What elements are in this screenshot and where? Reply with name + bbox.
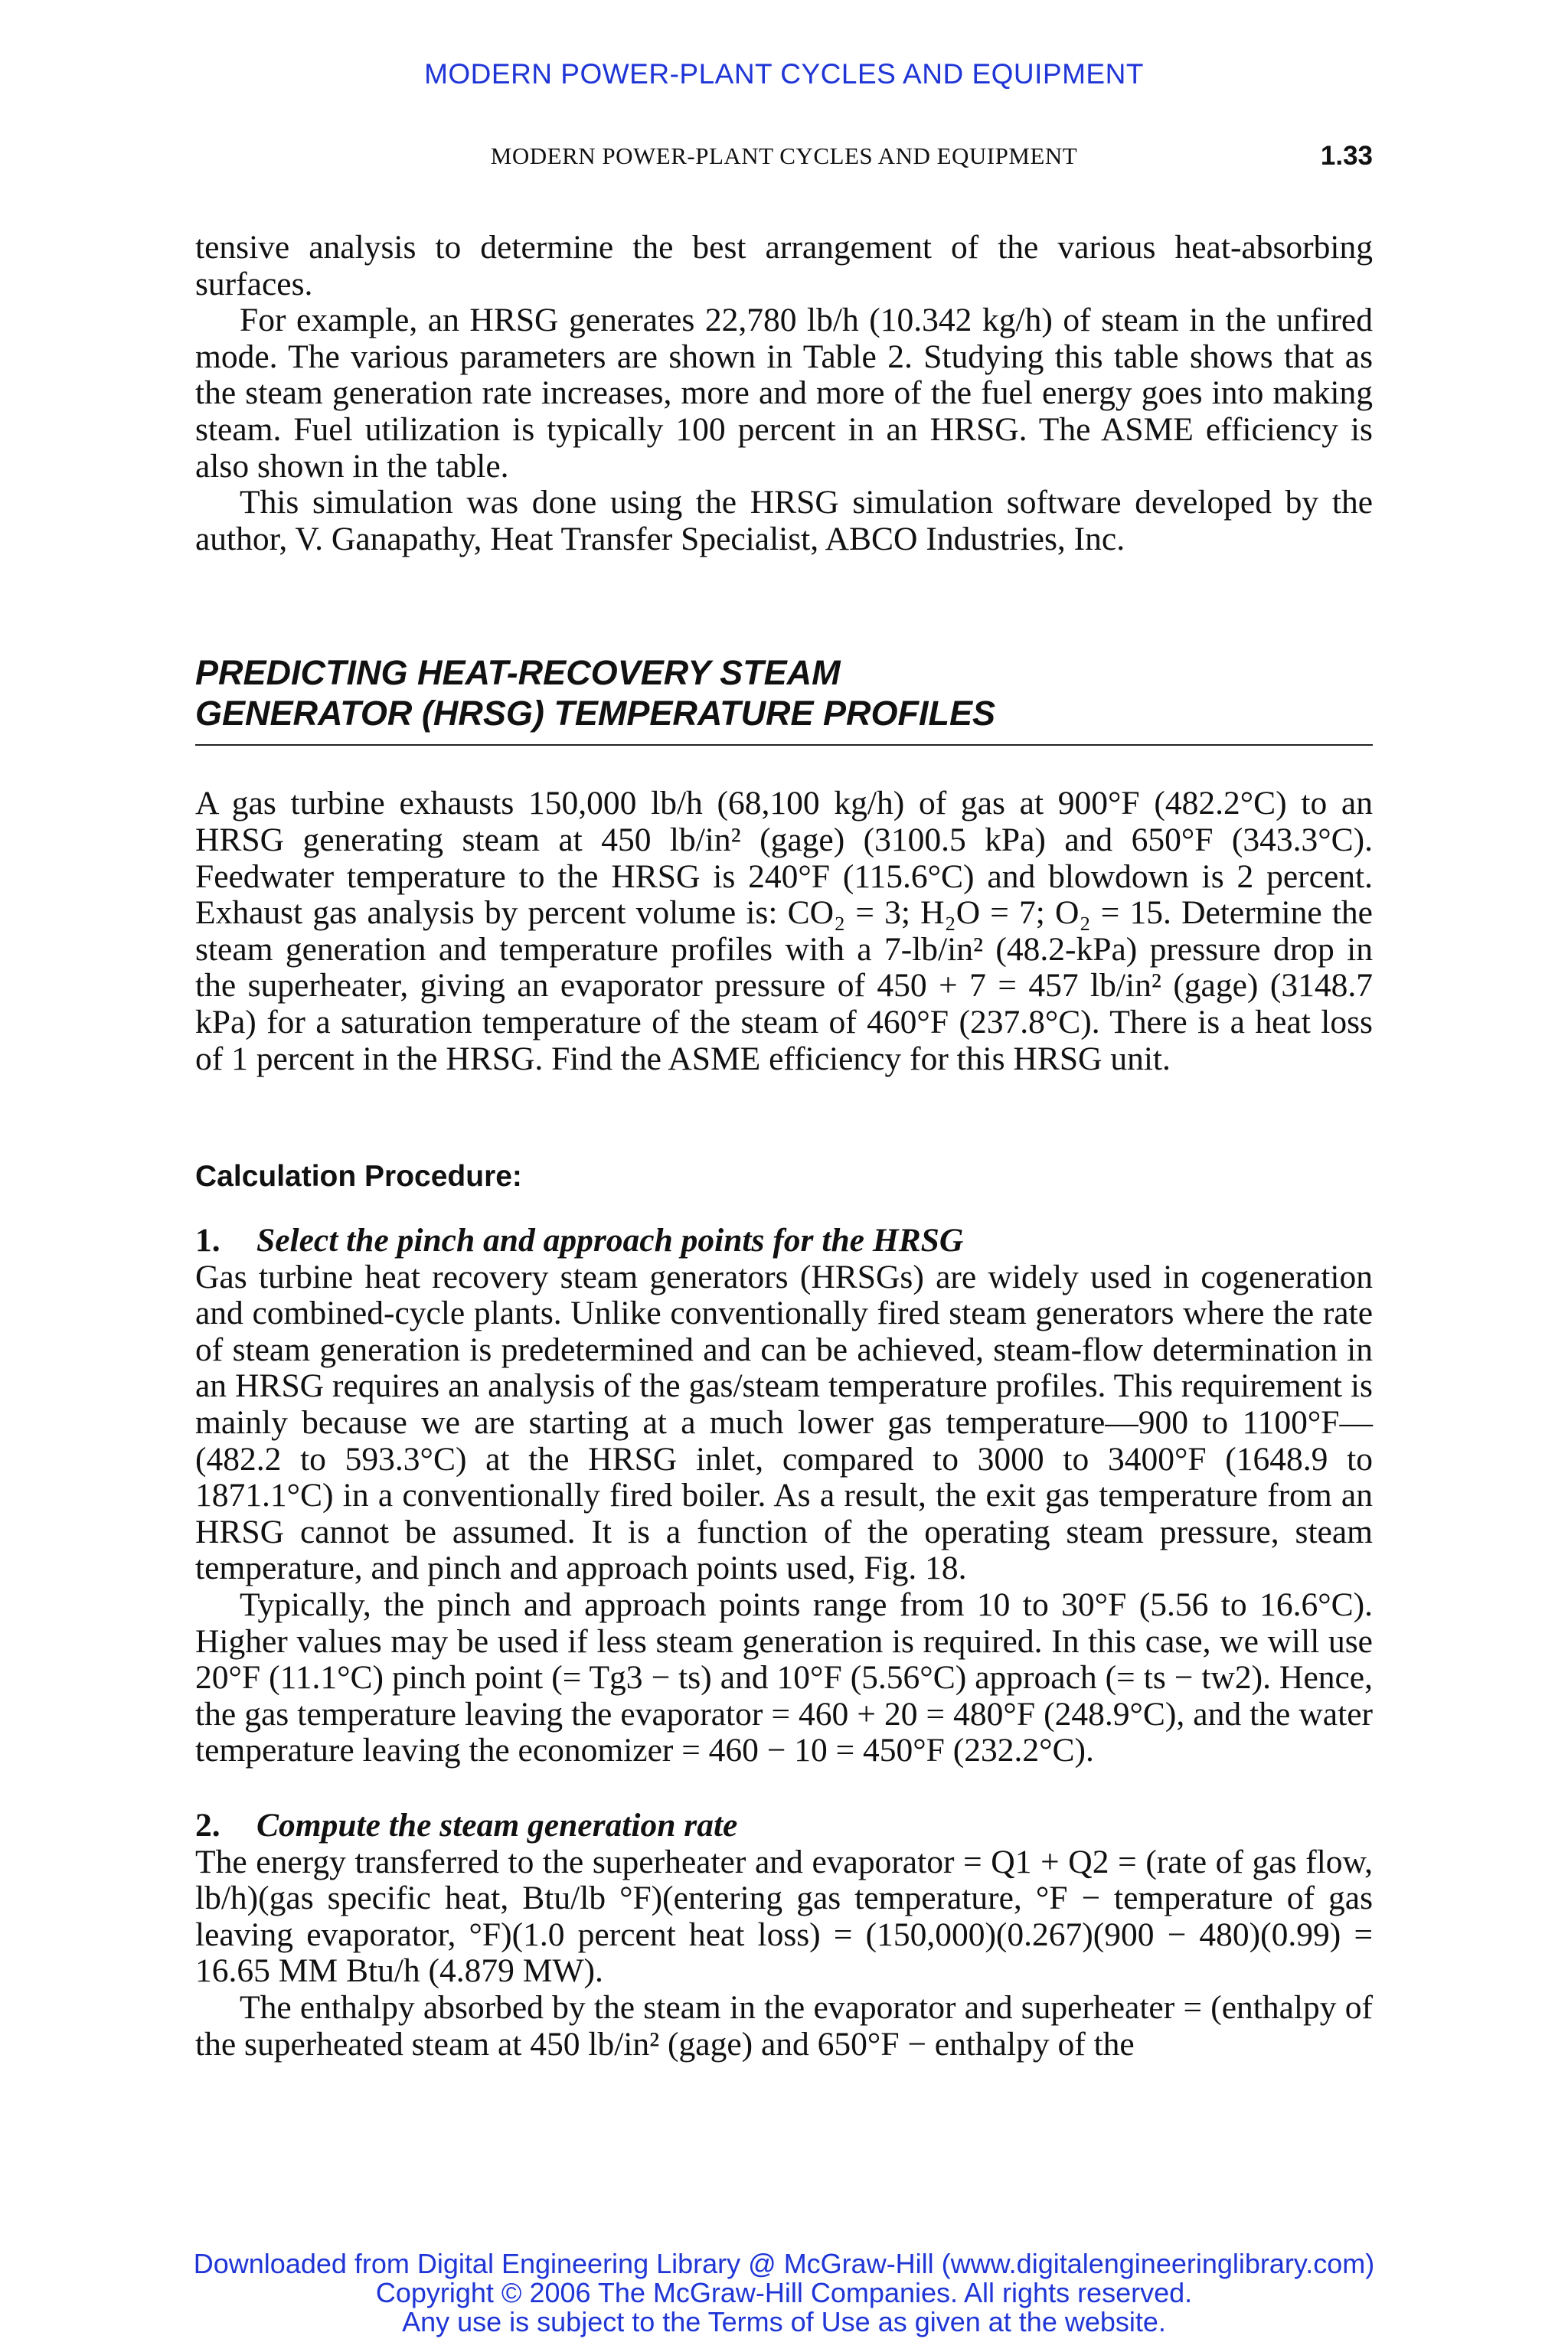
footer <box>0 2249 1568 2337</box>
section-title <box>195 652 1373 746</box>
step-2-heading: Compute the steam generation rate <box>256 1807 738 1844</box>
step-2-number: 2. <box>195 1807 220 1844</box>
running-head-title: MODERN POWER-PLANT CYCLES AND EQUIPMENT <box>490 142 1078 169</box>
step-1-heading: Select the pinch and approach points for the HRSG <box>256 1222 964 1259</box>
step-1-paragraph-1: Gas turbine heat recovery steam generators (HRSGs) are widely used in cogeneration and combined-cycle plants. Unlike conventionally fired steam generators where the rate of steam generation is predetermined and can be achieved, steam-flow determination in an HRSG requires an analysis of the gas/steam temperature profiles. This requirement is mainly because we are starting at a much lower gas temperature—900 to 1100°F—(482.2 to 593.3°C) at the HRSG inlet, compared to 3000 to 3400°F (1648.9 to 1871.1°C) in a conventionally fired boiler. As a result, the exit gas temperature from an HRSG cannot be assumed. It is a function of the operating steam pressure, steam temperature, and pinch and approach points used, Fig. 18. <box>195 1258 1373 1587</box>
step-2-title <box>195 1808 1373 1844</box>
problem-statement: A gas turbine exhausts 150,000 lb/h (68,100 kg/h) of gas at 900°F (482.2°C) to an HRSG generating steam at 450 lb/in² (gage) (3100.5 kPa) and 650°F (343.3°C). Feedwater temperature to the HRSG is 240°F (115.6°C) and blowdown is 2 percent. Exhaust gas analysis by percent volume is: CO₂ = 3; H₂O = 7; O₂ = 15. Determine the steam generation and temperature profiles with a 7-lb/in² (48.2-kPa) pressure drop in the superheater, giving an evaporator pressure of 450 + 7 = 457 lb/in² (gage) (3148.7 kPa) for a saturation temperature of the steam of 460°F (237.8°C). There is a heat loss of 1 percent in the HRSG. Find the ASME efficiency for this HRSG unit. <box>195 785 1373 1077</box>
paragraph-simulation: This simulation was done using the HRSG simulation software developed by the author, V. Ganapathy, Heat Transfer Specialist, ABCO Industries, Inc. <box>195 484 1373 557</box>
step-1-title <box>195 1223 1373 1259</box>
calculation-procedure-heading: Calculation Procedure: <box>195 1160 522 1194</box>
page-number: 1.33 <box>1320 141 1373 171</box>
section-title-line-2: GENERATOR (HRSG) TEMPERATURE PROFILES <box>195 694 996 733</box>
step-1-paragraph-2: Typically, the pinch and approach points range from 10 to 30°F (5.56 to 16.6°C). Higher values may be used if less steam generation is required. In this case, we will use 20°F (11.1°C) pinch point (= Tg3 − ts) and 10°F (5.56°C) approach (= ts − tw2). Hence, the gas temperature leaving the evaporator = 460 + 20 = 480°F (248.9°C), and the water temperature leaving the economizer = 460 − 10 = 450°F (232.2°C). <box>195 1586 1373 1769</box>
footer-copyright: Copyright © 2006 The McGraw-Hill Companies. All rights reserved. <box>375 2277 1193 2308</box>
footer-terms: Any use is subject to the Terms of Use as given at the website. <box>402 2306 1166 2337</box>
running-head <box>195 141 1373 178</box>
step-2-paragraph-2: The enthalpy absorbed by the steam in the evaporator and superheater = (enthalpy of the superheated steam at 450 lb/in² (gage) and 650°F − enthalpy of the <box>195 1988 1373 2063</box>
top-banner: MODERN POWER-PLANT CYCLES AND EQUIPMENT <box>424 58 1144 90</box>
step-2-paragraph-1: The energy transferred to the superheater and evaporator = Q1 + Q2 = (rate of gas flow, lb/h)(gas specific heat, Btu/lb °F)(entering gas temperature, °F − temperature of gas leaving evaporator, °F)(1.0 percent heat loss) = (150,000)(0.267)(900 − 480)(0.99) = 16.65 MM Btu/h (4.879 MW). <box>195 1843 1373 1990</box>
paragraph-continuation: tensive analysis to determine the best arrangement of the various heat-absorbing surfaces. <box>195 229 1373 302</box>
page-body <box>195 230 1373 2063</box>
section-title-line-1: PREDICTING HEAT-RECOVERY STEAM <box>195 653 841 693</box>
step-1-number: 1. <box>195 1222 220 1259</box>
paragraph-example: For example, an HRSG generates 22,780 lb/h (10.342 kg/h) of steam in the unfired mode. The various parameters are shown in Table 2. Studying this table shows that as the steam generation rate increases, more and more of the fuel energy goes into making steam. Fuel utilization is typically 100 percent in an HRSG. The ASME efficiency is also shown in the table. <box>195 302 1373 485</box>
footer-download-link[interactable]: Downloaded from Digital Engineering Library @ McGraw-Hill (www.digitalengineeringlibrary.com) <box>193 2248 1375 2279</box>
